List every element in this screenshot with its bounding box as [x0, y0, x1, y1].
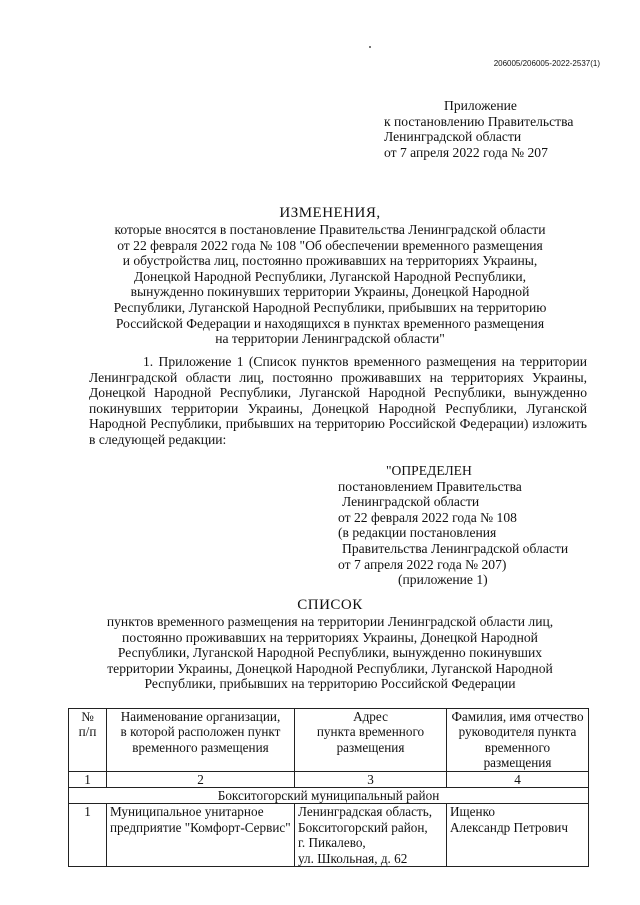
header-address [295, 709, 447, 772]
document-id: 206005/206005-2022-2537(1) [493, 59, 600, 68]
determined-block [338, 463, 568, 588]
scan-dot [369, 46, 371, 48]
subtitle-line: Донецкой Народной Республики, Луганской Народной Республики, [133, 268, 527, 284]
column-number: 4 [447, 771, 589, 787]
cell-line: ул. Школьная, д. 62 [298, 850, 408, 866]
cell-line: г. Пикалево, [298, 835, 366, 851]
appendix-line: к постановлению Правительства [384, 113, 574, 129]
row-head [447, 804, 589, 867]
determined-line: (в редакции постановления [338, 525, 497, 541]
determined-line: (приложение 1) [398, 572, 488, 588]
header-line: пункта временного [316, 724, 425, 740]
determined-line: от 22 февраля 2022 года № 108 [338, 509, 517, 525]
paragraph-1 [89, 354, 587, 448]
column-number: 3 [295, 771, 447, 787]
header-line: п/п [78, 724, 97, 740]
appendix-line: Ленинградской области [384, 129, 522, 145]
table-row [69, 804, 589, 867]
paragraph-text: 1. Приложение 1 (Список пунктов временного размещения на территории Ленинградской области лиц, постоянно проживавших на территориях Украины, Донецкой Народной Республики, Луганской Народной Республики, вынужденно покинувших территории Украины, Донецкой Народной Республики, Луганской Народной Республики, прибывших на территорию Российской Федерации) изложить в следующей редакции: [89, 354, 587, 447]
cell-line: Бокситогорский район, [298, 819, 428, 835]
row-number: 1 [69, 804, 107, 867]
header-organization [107, 709, 295, 772]
points-table [68, 708, 589, 867]
header-line: № [81, 709, 94, 724]
row-address [295, 804, 447, 867]
cell-line: Ищенко [450, 804, 495, 820]
appendix-line: от 7 апреля 2022 года № 207 [384, 144, 548, 160]
header-line: временного размещения [483, 739, 552, 771]
appendix-header [384, 98, 573, 160]
subtitle-line: Республики, Луганской Народной Республики, прибывших на территорию [113, 299, 547, 315]
header-number [69, 709, 107, 772]
subtitle-line: от 22 февраля 2022 года № 108 "Об обеспечении временного размещения [117, 237, 543, 253]
header-line: руководителя пункта [458, 724, 577, 740]
header-line: Фамилия, имя отчество [451, 709, 584, 724]
header-line: Адрес [353, 709, 388, 724]
appendix-line: Приложение [444, 98, 517, 113]
changes-subtitle [60, 222, 600, 347]
subtitle-line: Республики, прибывших на территорию Российской Федерации [144, 676, 516, 692]
list-subtitle [60, 614, 600, 692]
subtitle-line: пунктов временного размещения на территории Ленинградской области лиц, [106, 614, 554, 629]
subtitle-line: на территории Ленинградской области" [215, 331, 445, 347]
table-numbering-row [69, 771, 589, 787]
determined-line: "ОПРЕДЕЛЕН [386, 463, 472, 478]
determined-line: постановлением Правительства [338, 478, 522, 494]
header-line: в которой расположен пункт [120, 724, 281, 740]
cell-line: Александр Петрович [450, 819, 568, 835]
cell-line: Ленинградская область, [298, 804, 433, 820]
determined-line: Правительства Ленинградской области [342, 540, 569, 556]
row-organization [107, 804, 295, 867]
subtitle-line: которые вносятся в постановление Правительства Ленинградской области [114, 222, 546, 237]
cell-line: Муниципальное унитарное [110, 804, 264, 820]
header-head [447, 709, 589, 772]
subtitle-line: постоянно проживавших на территориях Украины, Донецкой Народной [122, 629, 538, 645]
subtitle-line: Республики, Луганской Народной Республики, вынужденно покинувших [117, 645, 543, 661]
region-name: Бокситогорский муниципальный район [69, 788, 589, 804]
determined-line: Ленинградской области [342, 494, 480, 510]
subtitle-line: вынужденно покинувших территории Украины, Донецкой Народной [130, 284, 530, 300]
list-title: СПИСОК [297, 597, 363, 613]
column-number: 2 [107, 771, 295, 787]
changes-title: ИЗМЕНЕНИЯ, [279, 205, 381, 221]
subtitle-line: и обустройства лиц, постоянно проживавших на территориях Украины, [122, 253, 538, 269]
header-line: временного размещения [132, 739, 269, 755]
determined-line: от 7 апреля 2022 года № 207) [338, 556, 507, 572]
subtitle-line: Российской Федерации и находящихся в пунктах временного размещения [115, 315, 545, 331]
table-header-row [69, 709, 589, 772]
table-region-row [69, 788, 589, 804]
subtitle-line: территории Украины, Донецкой Народной Республики, Луганской Народной [107, 660, 553, 676]
cell-line: предприятие "Комфорт-Сервис" [110, 819, 291, 835]
header-line: размещения [336, 739, 405, 755]
column-number: 1 [69, 771, 107, 787]
header-line: Наименование организации, [120, 709, 281, 724]
